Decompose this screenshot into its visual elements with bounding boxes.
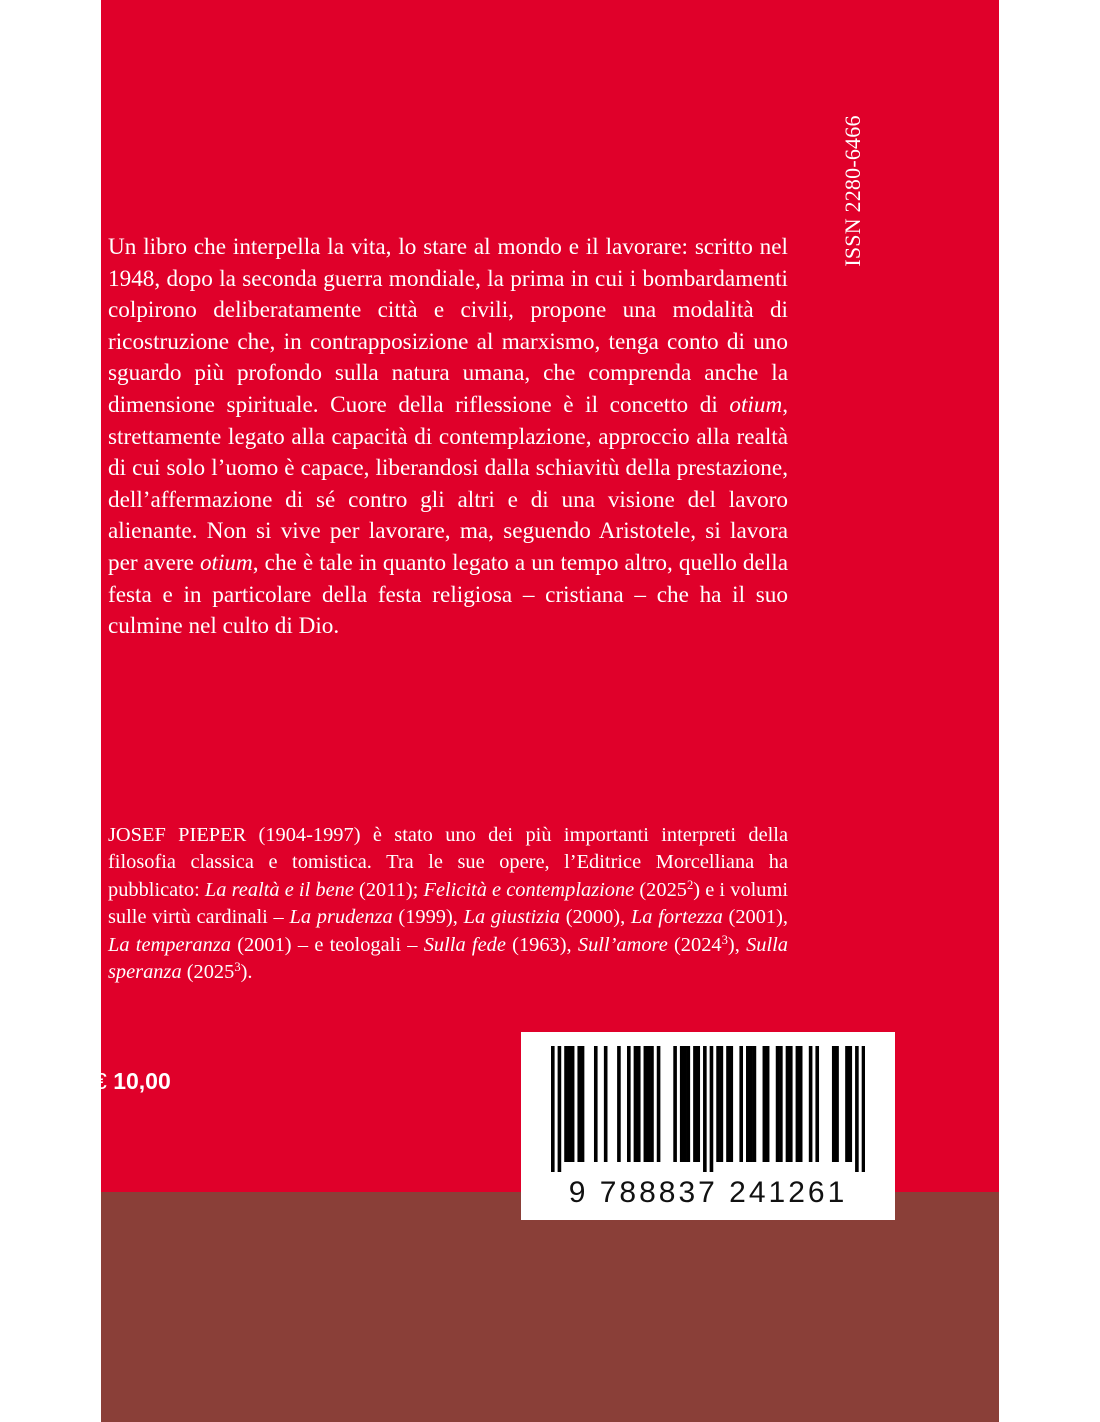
barcode-bar xyxy=(703,1046,707,1172)
italic-title: La giustizia xyxy=(463,906,560,929)
italic-title: Sull’amore xyxy=(577,933,668,956)
text-run: , che è tale in quanto legato a un tempo altro, quello della festa e in particolare della festa religiosa – cristiana – che ha il suo culmine nel culto di Dio. xyxy=(108,549,788,640)
text-run: , strettamente legato alla capacità di contemplazione, approccio alla realtà di cui solo l’uomo è capace, liberandosi dalla schiavitù della prestazione, dell’affermazione di sé contro gli altri e di una visione del lavoro alienante. Non si vive per lavorare, ma, seguendo Aristotele, si lavora per avere xyxy=(108,391,788,576)
barcode-bar xyxy=(558,1046,562,1172)
text-run: ), xyxy=(727,933,747,956)
barcode-bar xyxy=(581,1046,585,1162)
barcode-bar xyxy=(763,1046,767,1162)
barcode-bar xyxy=(848,1046,852,1162)
barcode-bar xyxy=(726,1046,730,1162)
barcode-bar xyxy=(855,1046,859,1172)
barcode-bar xyxy=(799,1046,803,1162)
text-run: (2001), xyxy=(722,906,788,929)
barcode-bar xyxy=(564,1046,568,1162)
barcode-bar xyxy=(753,1046,757,1162)
text-run: ). xyxy=(240,961,253,984)
barcode-bar xyxy=(710,1046,714,1172)
text-run: Un libro che interpella la vita, lo stare al mondo e il lavorare: scritto nel 1948, dopo la seconda guerra mondiale, la prima in cui i bombardamenti colpirono deliberatamente città e civili, propone una modalità di ricostruzione che, in contrapposizione al marxismo, tenga conto di uno sguardo più profondo sulla natura umana, che comprenda anche la dimensione spirituale. Cuore della riflessione è il concetto di xyxy=(108,234,788,418)
text-run: ) e i volumi sulle virtù cardinali – xyxy=(108,878,789,929)
italic-title: Sulla speranza xyxy=(108,933,788,984)
text-run: (2024 xyxy=(667,933,722,956)
italic-title: Felicità e contemplazione xyxy=(423,878,635,901)
barcode-bar xyxy=(720,1046,724,1162)
barcode-bar xyxy=(862,1046,865,1172)
edition-superscript: 3 xyxy=(234,960,241,975)
author-bio xyxy=(108,822,788,986)
barcode-bar xyxy=(766,1046,770,1162)
barcode-bar xyxy=(835,1046,839,1162)
barcode-bar xyxy=(617,1046,621,1162)
barcode-bar xyxy=(729,1046,733,1162)
barcode-number: 9 788837 241261 xyxy=(568,1176,848,1209)
barcode-bar xyxy=(657,1046,661,1162)
barcode-bar xyxy=(845,1046,849,1162)
barcode-bar xyxy=(604,1046,608,1162)
text-run: (2011); xyxy=(353,878,424,901)
barcode-bar xyxy=(746,1046,750,1162)
price-amount: 10,00 xyxy=(113,1068,171,1094)
barcode-bar xyxy=(571,1046,575,1162)
italic-title: La prudenza xyxy=(289,906,393,929)
barcode-bar xyxy=(680,1046,684,1162)
barcode xyxy=(521,1032,895,1220)
barcode-bars xyxy=(551,1046,865,1172)
barcode-bar xyxy=(832,1046,836,1162)
italic-title: otium xyxy=(729,391,783,418)
text-run: (2025 xyxy=(634,878,687,901)
edition-superscript: 2 xyxy=(686,877,694,892)
price-label xyxy=(94,1068,171,1095)
italic-title: otium xyxy=(199,549,253,576)
italic-title: La fortezza xyxy=(630,906,723,929)
italic-title: La temperanza xyxy=(108,933,231,956)
barcode-bar xyxy=(789,1046,793,1162)
barcode-bar xyxy=(687,1046,691,1162)
barcode-bar xyxy=(716,1046,720,1162)
barcode-bar xyxy=(693,1046,697,1162)
edition-superscript: 3 xyxy=(721,932,728,947)
barcode-bar xyxy=(749,1046,753,1162)
currency-symbol: € xyxy=(94,1068,107,1094)
issn-label: ISSN 2280-6466 xyxy=(840,115,865,267)
barcode-bar xyxy=(647,1046,651,1162)
barcode-bar xyxy=(650,1046,654,1162)
barcode-bar xyxy=(696,1046,700,1162)
barcode-bar xyxy=(577,1046,581,1162)
barcode-bar xyxy=(644,1046,648,1162)
barcode-bar xyxy=(776,1046,780,1162)
text-run: (2001) – e teologali – xyxy=(230,933,424,956)
book-description xyxy=(108,232,788,643)
barcode-bar xyxy=(551,1046,555,1172)
text-run: (1963), xyxy=(505,933,578,956)
barcode-bar xyxy=(779,1046,783,1162)
barcode-bar xyxy=(683,1046,687,1162)
barcode-bar xyxy=(739,1046,743,1162)
barcode-bar xyxy=(594,1046,598,1162)
barcode-bar xyxy=(815,1046,819,1162)
barcode-bar xyxy=(809,1046,813,1162)
text-run: (1999), xyxy=(392,906,464,929)
barcode-bar xyxy=(673,1046,677,1162)
bottom-band xyxy=(101,1192,999,1422)
barcode-bar xyxy=(634,1046,638,1162)
barcode-bar xyxy=(786,1046,790,1162)
barcode-bar xyxy=(627,1046,631,1162)
italic-title: Sulla fede xyxy=(423,933,506,956)
barcode-bar xyxy=(568,1046,572,1162)
text-run: (2000), xyxy=(560,906,631,929)
text-run: (2025 xyxy=(181,961,235,984)
italic-title: La realtà e il bene xyxy=(204,878,354,901)
text-run: JOSEF PIEPER (1904-1997) è stato uno dei più importanti interpreti della filosofia classica e tomistica. Tra le sue opere, l’Editrice Morcelliana ha pubblicato: xyxy=(108,824,788,901)
barcode-bar xyxy=(637,1046,641,1162)
barcode-bar xyxy=(796,1046,800,1162)
